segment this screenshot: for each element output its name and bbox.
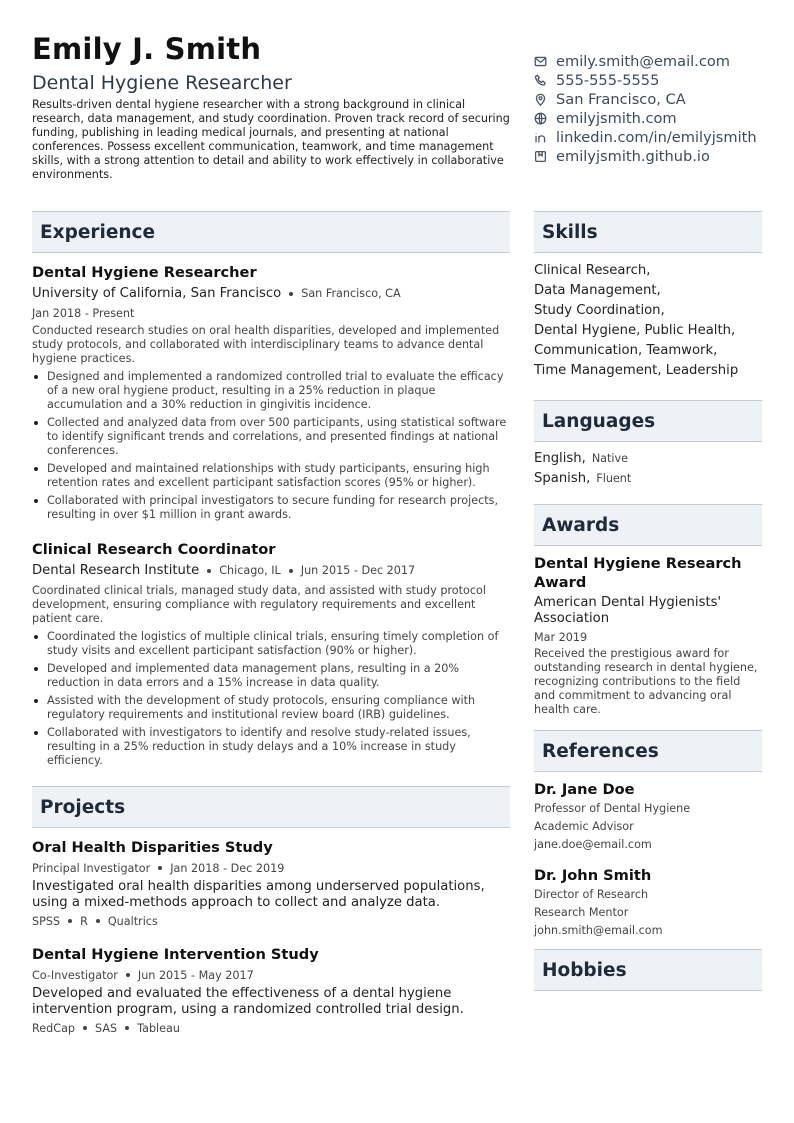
awards-heading: Awards [534,504,762,546]
job-dates: Jun 2015 - Dec 2017 [300,564,416,577]
project-title: Oral Health Disparities Study [32,839,273,856]
skill-row: Time Management, Leadership [534,363,739,378]
github-icon [534,150,556,163]
contact-linkedin[interactable] [534,128,757,147]
job-description: Coordinated clinical trials, managed study data, and assisted with study protocol development, ensuring compliance with regulatory requirements and excellent patient care. [32,584,486,625]
left-column [32,211,510,1038]
project-role: Co-Investigator [32,968,118,982]
contact-email[interactable] [534,52,757,71]
globe-icon [534,112,556,125]
experience-heading: Experience [32,211,510,253]
languages-list [534,449,762,495]
project-description: Investigated oral health disparities among underserved populations, using a mixed-methods approach to collect and analyze data. [32,879,485,910]
hobbies-heading: Hobbies [534,949,762,991]
contact-website[interactable] [534,109,757,128]
project-description: Developed and evaluated the effectiveness of a dental hygiene intervention program, using a randomized controlled trial design. [32,986,464,1017]
references-list [534,780,762,940]
job-bullets [32,630,510,768]
job-bullet: Collaborated with principal investigators to secure funding for research projects, resulting in over $1 million in grant awards. [32,494,510,522]
languages-section [534,400,762,495]
contact-email-text: emily.smith@email.com [556,53,730,70]
job-bullet: Collected and analyzed data from over 500 participants, using statistical software to identify significant trends and correlations, and presented findings at national conferences. [32,416,510,458]
project-tool: SAS [95,1021,118,1035]
phone-icon [534,74,556,87]
contact-github-text: emilyjsmith.github.io [556,148,710,165]
reference-email[interactable]: jane.doe@email.com [534,838,652,851]
reference-position: Professor of Dental Hygiene [534,802,691,815]
project-tools [32,911,510,931]
linkedin-icon [534,131,556,144]
skills-heading: Skills [534,211,762,253]
language-item [534,449,762,469]
projects-heading: Projects [32,786,510,828]
references-heading: References [534,730,762,772]
reference-item [534,866,762,940]
contact-github[interactable] [534,147,757,166]
job-org-row [32,560,510,582]
separator-dot [96,919,100,923]
separator-dot [207,569,211,573]
project-meta [32,858,510,878]
contact-linkedin-text: linkedin.com/in/emilyjsmith [556,129,757,146]
hobbies-section [534,949,762,991]
contact-website-text: emilyjsmith.com [556,110,677,127]
job-org-row [32,283,510,305]
reference-position: Director of Research [534,888,649,901]
contact-phone[interactable] [534,71,757,90]
project-tool: Tableau [137,1021,180,1035]
job-title: Dental Hygiene Researcher [32,264,257,281]
project-tool: SPSS [32,914,61,928]
job-description: Conducted research studies on oral health disparities, developed and implemented study protocols, and collaborated with interdisciplinary teams to advance dental hygiene practices. [32,324,500,365]
project-role: Principal Investigator [32,861,151,875]
contact-location-text: San Francisco, CA [556,91,686,108]
project-item [32,838,510,931]
candidate-title: Dental Hygiene Researcher [32,72,292,94]
project-meta [32,965,510,985]
location-pin-icon [534,93,556,106]
project-item [32,945,510,1038]
reference-item [534,780,762,854]
project-title: Dental Hygiene Intervention Study [32,946,319,963]
award-item [534,554,762,721]
project-tool: RedCap [32,1021,76,1035]
project-tool: R [80,914,88,928]
skill-row: Data Management, [534,283,661,298]
separator-dot [289,292,293,296]
job-location: San Francisco, CA [301,287,401,300]
contact-list [534,52,757,166]
job-bullets [32,370,510,522]
skills-list [534,261,762,391]
job-dates: Jan 2018 - Present [32,307,135,320]
email-icon [534,55,556,68]
language-level: Fluent [596,472,632,485]
job-bullet: Designed and implemented a randomized controlled trial to evaluate the efficacy of a new oral hygiene product, resulting in a 25% reduction in plaque accumulation and a 30% reduction in gingivitis incidence. [32,370,510,412]
job-bullet: Developed and maintained relationships with study participants, ensuring high retention rates and excellent participant satisfaction scores (95% or higher). [32,462,510,490]
experience-item [32,540,510,768]
contact-location [534,90,757,109]
job-org: University of California, San Francisco [32,286,282,301]
project-dates: Jan 2018 - Dec 2019 [170,861,285,875]
job-bullet: Developed and implemented data management plans, resulting in a 20% reduction in data errors and a 15% increase in data quality. [32,662,510,690]
separator-dot [289,569,293,573]
language-name: Spanish, [534,471,591,486]
separator-dot [125,1026,129,1030]
skill-row: Dental Hygiene, Public Health, [534,323,736,338]
job-bullet: Collaborated with investigators to identify and resolve study-related issues, resulting in a 25% reduction in study delays and a 10% increase in study efficiency. [32,726,510,768]
award-description: Received the prestigious award for outstanding research in dental hygiene, recognizing contributions to the field and commitment to advancing oral health care. [534,647,758,716]
job-location: Chicago, IL [219,564,281,577]
language-level: Native [591,452,629,465]
award-title: Dental Hygiene Research Award [534,555,742,591]
summary: Results-driven dental hygiene researcher with a strong background in clinical research, data management, and study coordination. Proven track record of securing funding, publishing in leading medical journals, and presenting at national conferences. Possess excellent communication, teamwork, and time management skills, with a strong attention to detail and ability to work effectively in collaborative environments. [32,98,510,181]
candidate-name: Emily J. Smith [32,32,262,66]
reference-email[interactable]: john.smith@email.com [534,924,663,937]
skill-row: Communication, Teamwork, [534,343,718,358]
language-name: English, [534,451,586,466]
language-item [534,469,762,489]
languages-heading: Languages [534,400,762,442]
experience-item [32,263,510,522]
separator-dot [83,1026,87,1030]
job-bullet: Coordinated the logistics of multiple clinical trials, ensuring timely completion of study visits and excellent participant satisfaction (90% or higher). [32,630,510,658]
resume-header [32,32,772,192]
job-org: Dental Research Institute [32,563,200,578]
separator-dot [158,866,162,870]
skill-row: Clinical Research, [534,263,651,278]
reference-relation: Research Mentor [534,906,629,919]
job-title: Clinical Research Coordinator [32,541,276,558]
awards-section [534,504,762,721]
award-org: American Dental Hygienists' Association [534,595,722,626]
award-date: Mar 2019 [534,631,588,644]
contact-phone-text: 555-555-5555 [556,72,660,89]
skill-row: Study Coordination, [534,303,665,318]
project-tool: Qualtrics [107,914,158,928]
project-dates: Jun 2015 - May 2017 [137,968,254,982]
reference-relation: Academic Advisor [534,820,634,833]
job-bullet: Assisted with the development of study protocols, ensuring compliance with regulatory requirements and institutional review board (IRB) guidelines. [32,694,510,722]
separator-dot [68,919,72,923]
separator-dot [126,973,130,977]
right-column [534,211,762,991]
projects-section [32,786,510,1038]
references-section [534,730,762,940]
project-tools [32,1018,510,1038]
reference-name: Dr. Jane Doe [534,781,635,798]
reference-name: Dr. John Smith [534,867,652,884]
